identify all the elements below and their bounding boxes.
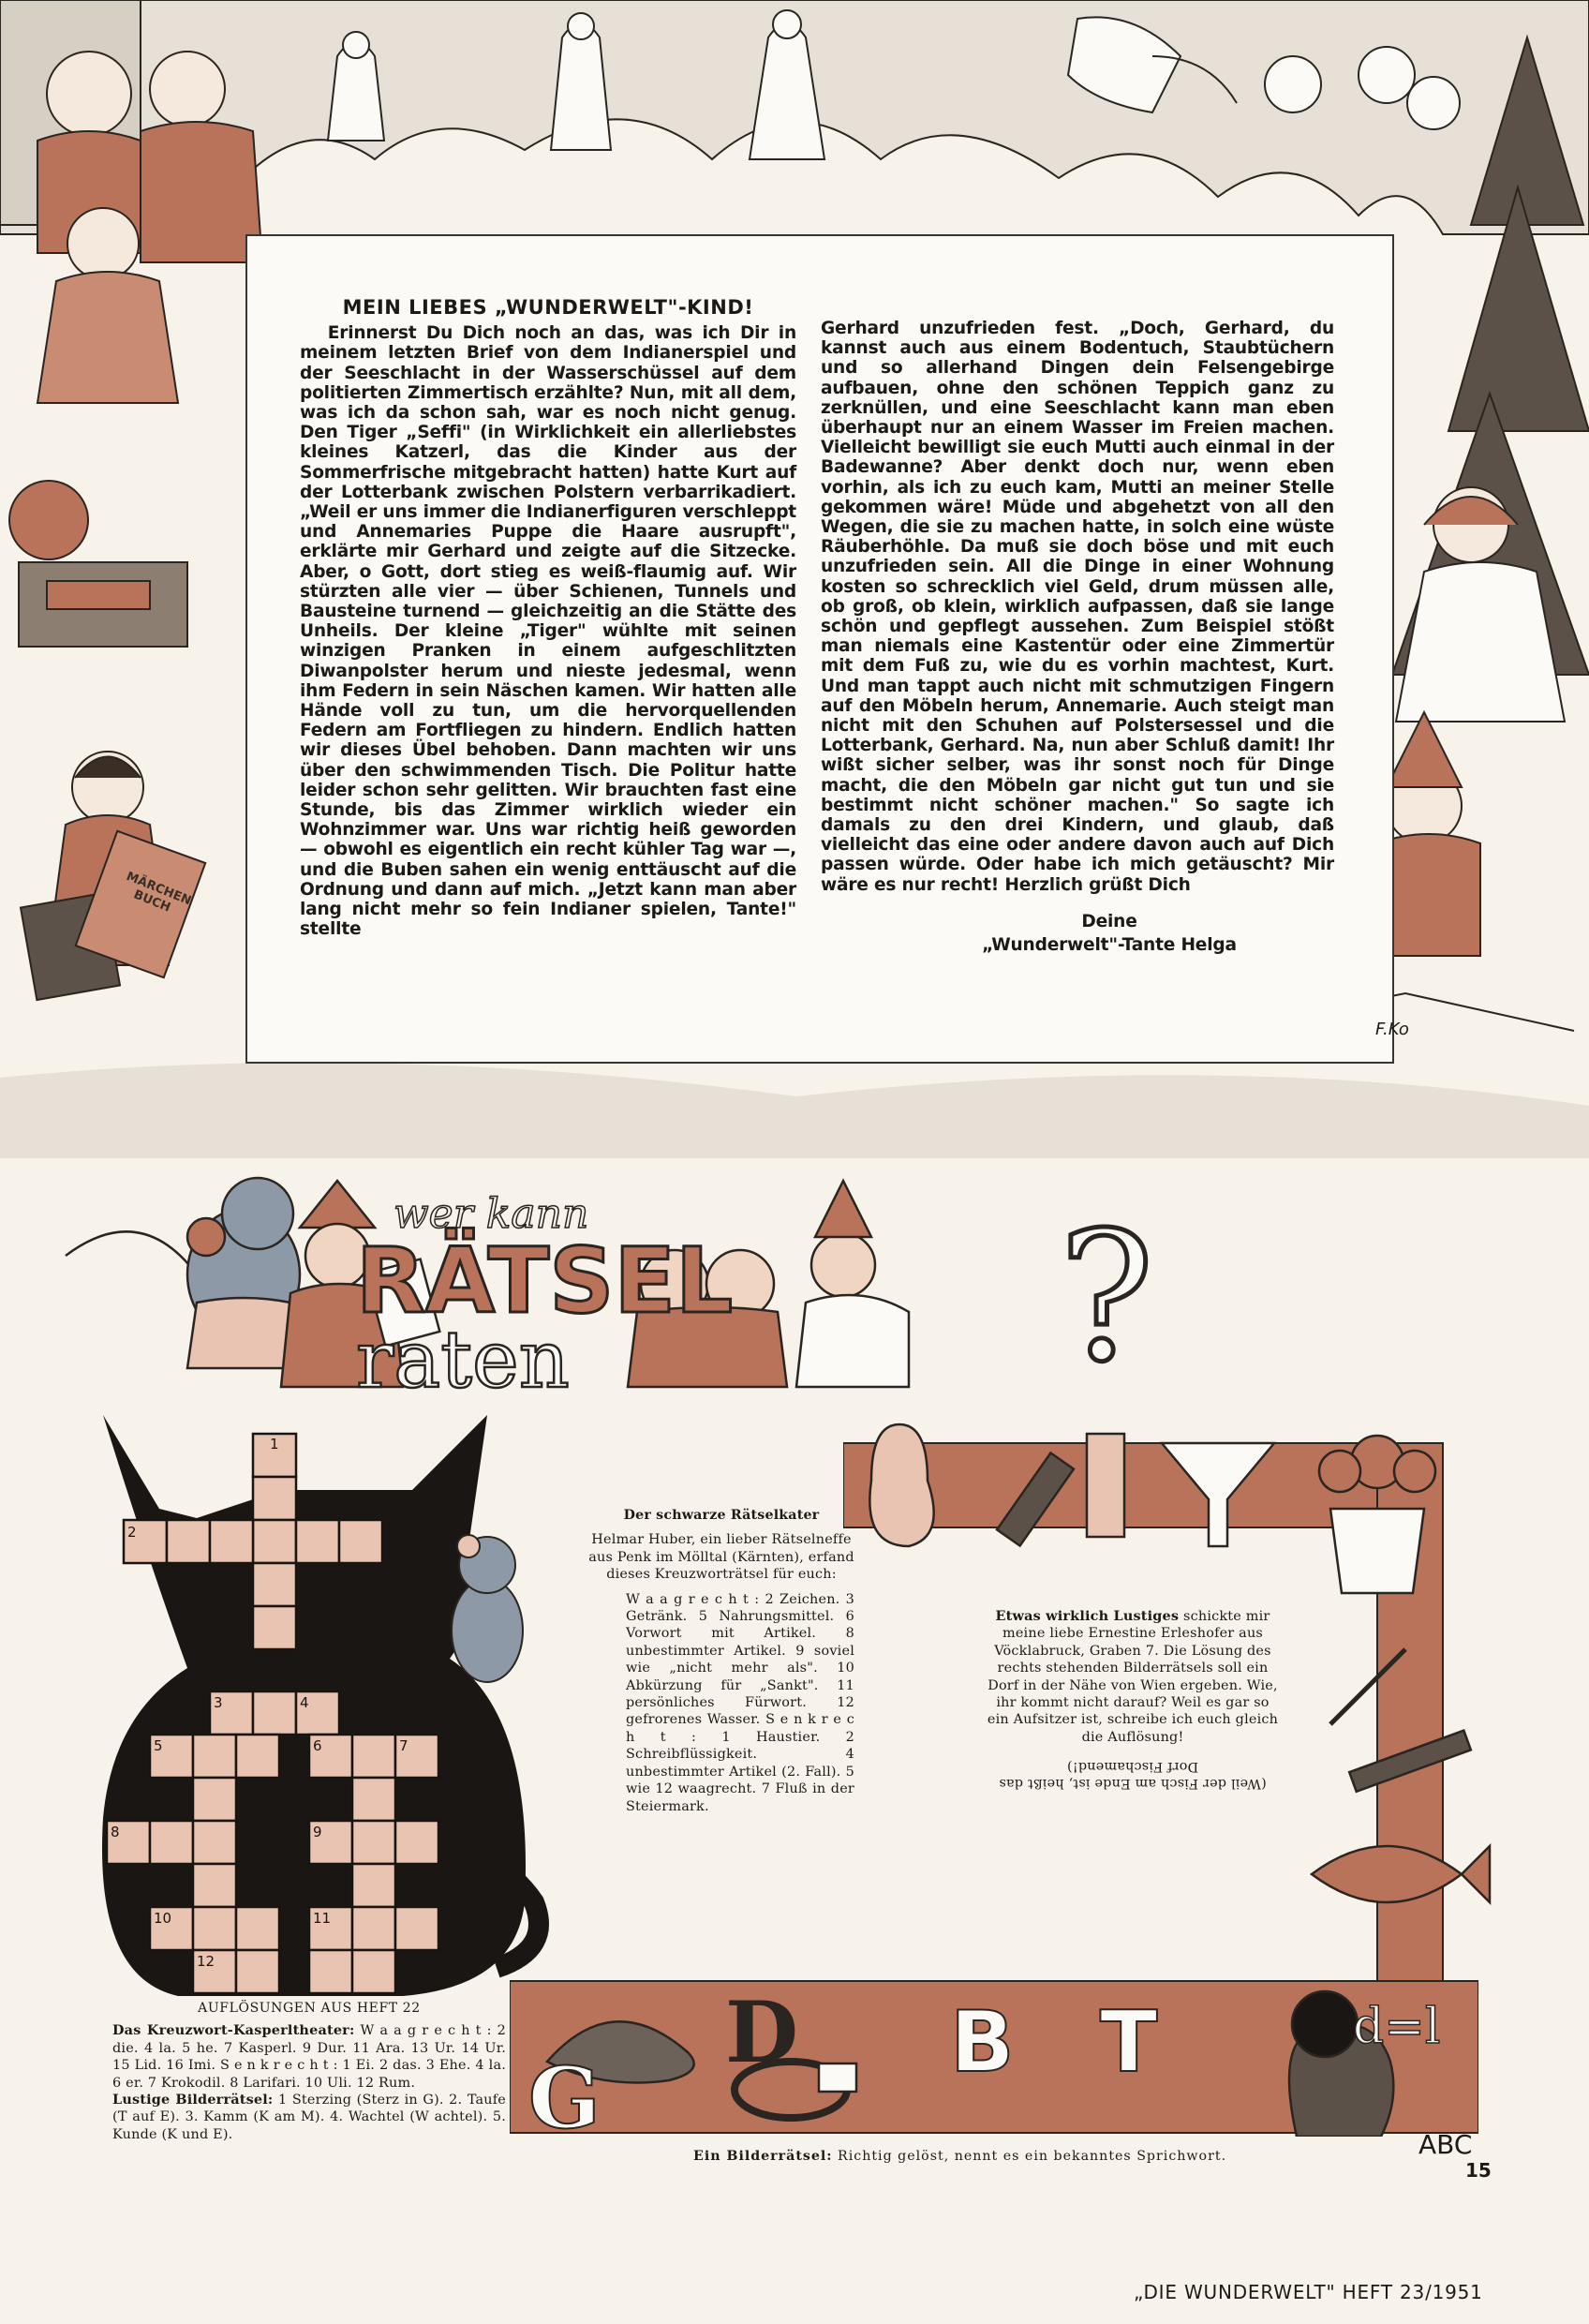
rebus-caption-label: Ein Bilderrätsel: — [693, 2149, 833, 2164]
lustiges-solution-upside-down: (Weil der Fisch am Ende ist, heißt das Dorf Fischamend!) — [999, 1758, 1267, 1792]
rebus-letter-b: B — [950, 1993, 1015, 2092]
cw-number-8: 8 — [111, 1824, 120, 1840]
solutions-title: AUFLÖSUNGEN AUS HEFT 22 — [198, 2001, 421, 2016]
crossword-clues: W a a g r e c h t : 2 Zeichen. 3 Getränk. 5 Nahrungsmittel. 6 Vorwort mit Artikel. 8 unbestimmter Artikel. 9 soviel wie „nicht mehr als". 10 Abkürzung für „Sankt". 11 persönliches Fürwort. 12 gefrorenes Wasser. S e n k r e c h t : 1 Haustier. 2 Schreibflüssigkeit. 4 unbestimmter Artikel (2. Fall). 5 wie 12 waagrecht. 7 Fluß in der Steiermark. — [626, 1591, 854, 1814]
solutions-bilder-text: 1 Sterzing (Sterz in G). 2. Taufe (T auf E). 3. Kamm (K am M). 4. Wachtel (W achtel). 5. Kunde (K und E). — [112, 2093, 506, 2142]
grinder-icon — [1087, 1434, 1124, 1537]
letter-body-left: Erinnerst Du Dich noch an das, was ich Dir in meinem letzten Brief von dem Indianerspiel und der Seeschlacht in der Wasserschüssel auf dem politierten Zimmertisch erzählte? Nun, mit all dem, was ich da schon sah, war es noch nicht genug. Den Tiger „Seffi" (in Wirklichkeit ein allerliebstes kleines Katzerl, das die Kinder aus der Sommerfrische mitgebracht hatten) hatte Kurt auf der Lotterbank zwischen Polstern verbarrikadiert. „Weil er uns immer die Indianerfiguren verschleppt und Annemaries Puppe die Haare ausrupft", erklärte mir Gerhard und zeigte auf die Sitzecke. Aber, o Gott, dort stieg es weiß-flaumig auf. Wir stürzten alle vier — über Schienen, Tunnels und Bausteine turnend — gleichzeitig an die Stätte des Unheils. Der kleine „Tiger" wühlte mit seinen winzigen Pranken in einem aufgeschlitzten Diwanpolster herum und nieste jedesmal, wenn ihm Federn in sein Näschen kamen. Wir hatten alle Hände voll zu tun, um die hervorquellenden Federn am Fortfliegen zu hindern. Endlich hatten wir dieses Übel behoben. Dann machten wir uns über den schwimmenden Tisch. Die Politur hatte leider schon sehr gelitten. Wir brauchten fast eine Stunde, bis das Zimmer wirklich wieder ein Wohnzimmer war. Uns war richtig heiß geworden — obwohl es eigentlich ein recht kühler Tag war —, und die Buben sahen ein wenig enttäuscht auf die Ordnung und dann auf mich. „Jetzt kann man aber lang nicht mehr so fein Indianer spielen, Tante!" stellte — [300, 323, 796, 940]
cw-number-10: 10 — [154, 1910, 172, 1927]
crossword-text-block — [588, 1507, 854, 1815]
letter-column-right — [821, 319, 1334, 957]
solutions-kreuzwort-title: Das Kreuzwort-Kasperltheater: — [112, 2022, 355, 2039]
cw-number-12: 12 — [197, 1953, 215, 1970]
artist-mark: F.Ko — [1375, 1020, 1409, 1039]
rebus-letter-g: G — [528, 2048, 601, 2137]
fish-icon — [1312, 1846, 1490, 1902]
letter-body-right: Gerhard unzufrieden fest. „Doch, Gerhard, du kannst auch aus einem Bodentuch, Staubtüchern und so allerhand Dingen dein Felsengebirge aufbauen, ohne den schönen Teppich ganz zu zerknüllen, und eine Seeschlacht kann man eben überhaupt nur an einem Wasser im Freien machen. Vielleicht bewilligt sie euch Mutti auch einmal in der Badewanne? Aber denkt doch nur, wenn eben vorhin, als ich zu euch kam, Mutti an meiner Stelle gekommen wäre! Müde und abgehetzt von all den Wegen, die sie zu machen hatte, in solch eine wüste Räuberhöhle. Da muß sie doch böse und mit euch unzufrieden sein. All die Dinge in einer Wohnung kosten so schrecklich viel Geld, drum müssen alle, ob groß, ob klein, wirklich aufpassen, daß sie lange schön und gepflegt aussehen. Zum Beispiel stößt man niemals eine Kastentür oder eine Zimmertür mit dem Fuß zu, wie du es vorhin machtest, Kurt. Und man tappt auch nicht mit schmutzigen Fingern auf den Möbeln herum, Annemarie. Auch steigt man nicht mit den Schuhen auf Polstersessel und die Lotterbank, Gerhard. Na, nun aber Schluß damit! Ihr wißt sicher selber, was ihr sonst noch für Dinge macht, die den Möbeln gar nicht gut tun und sie bestimmt nicht schöner machen." So sagte ich damals zu den drei Kindern, und glaub, daß vielleicht das eine oder andere davon auch auf Dich passen würde. Oder habe ich mich getäuscht? Mir wäre es nur recht! Herzlich grüßt Dich — [821, 319, 1334, 895]
title-raten: raten — [356, 1314, 570, 1406]
signature-line-1: Deine — [1081, 911, 1137, 931]
solutions-block — [112, 2000, 506, 2143]
puzzle-title-illustration — [37, 1171, 1555, 1406]
rebus-letter-t: T — [1100, 1993, 1158, 2092]
cw-number-3: 3 — [214, 1694, 223, 1711]
cw-number-4: 4 — [300, 1694, 309, 1711]
letter-heading: MEIN LIEBES „WUNDERWELT"-KIND! — [342, 296, 754, 319]
solutions-text — [112, 2022, 506, 2143]
mouse-left-illustration — [66, 1178, 300, 1368]
abc-label: ABC — [1418, 2129, 1473, 2160]
mouse-on-cat — [452, 1535, 523, 1682]
signature-line-2: „Wunderwelt"-Tante Helga — [982, 934, 1237, 955]
letter-signature — [821, 910, 1334, 957]
rebus-d-equals-l: d=l — [1353, 1999, 1441, 2055]
cw-number-11: 11 — [313, 1910, 332, 1927]
cw-number-7: 7 — [399, 1737, 408, 1754]
letter-panel — [245, 234, 1394, 1064]
title-raetsel: RÄTSEL — [356, 1229, 734, 1333]
children-left-illustration — [0, 0, 262, 1000]
cw-number-9: 9 — [313, 1824, 322, 1840]
cw-number-1: 1 — [270, 1436, 279, 1452]
lustiges-title: Etwas wirklich Lustiges — [995, 1608, 1180, 1624]
solutions-bilder-title: Lustige Bilderrätsel: — [112, 2092, 274, 2108]
ground-strip — [0, 1063, 1589, 1158]
cw-number-2: 2 — [127, 1524, 137, 1541]
solutions-kreuzwort-text: W a a g r e c h t : 2 die. 4 la. 5 he. 7 Kasperl. 9 Dur. 11 Ara. 13 Ur. 14 Ur. 15 Lid. 16 Imi. S e n k r e c h t : 1 Ei. 2 das. 3 Ehe. 4 la. 6 er. 7 Krokodil. 8 Larifari. 10 Uli. 12 Rum. — [112, 2023, 506, 2091]
page-number: 15 — [1465, 2159, 1492, 2182]
book-label: MÄRCHEN BUCH — [124, 869, 194, 916]
rebus-letter-d: D — [725, 1983, 799, 2082]
lustiges-text-block — [984, 1608, 1282, 1792]
cat-crossword — [94, 1415, 562, 2005]
bottom-rebus-panel — [510, 1977, 1478, 2137]
letter-column-left — [300, 298, 796, 940]
rebus-caption-text: Richtig gelöst, nennt es ein bekanntes Sprichwort. — [838, 2149, 1227, 2164]
crossword-intro: Helmar Huber, ein lieber Rätselneffe aus Penk im Mölltal (Kärnten), erfand dieses Kreuzworträtsel für euch: — [588, 1532, 854, 1583]
lustiges-text: schickte mir meine liebe Ernestine Erleshofer aus Vöcklabruck, Graben 7. Die Lösung des rechts stehenden Bilderrätsels soll ein Dorf in der Nähe von Wien ergeben. Wie, ihr kommt nicht darauf? Weil es gar so ein Aufsitzer ist, schreibe ich euch gleich die Auflösung! — [987, 1609, 1279, 1745]
question-mark: ? — [1059, 1194, 1154, 1401]
rebus-caption — [693, 2148, 1537, 2165]
magazine-footer: „DIE WUNDERWELT" HEFT 23/1951 — [1134, 2281, 1483, 2303]
cw-number-6: 6 — [313, 1737, 322, 1754]
cw-number-5: 5 — [154, 1737, 163, 1754]
title-wer-kann: wer kann — [394, 1190, 589, 1238]
crossword-title: Der schwarze Rätselkater — [623, 1508, 820, 1523]
